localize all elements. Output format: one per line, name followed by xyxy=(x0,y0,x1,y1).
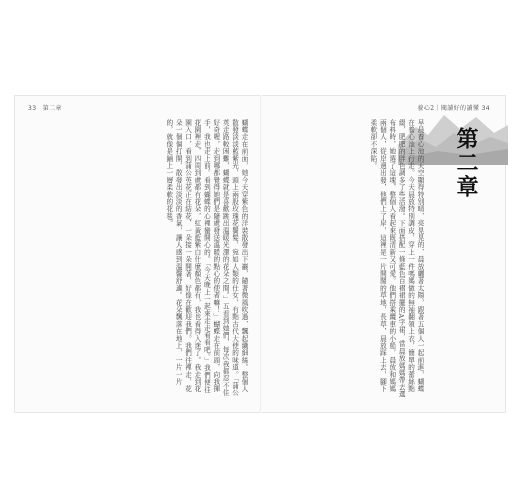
right-running-title: 養心2｜閱讀好的讀懂 xyxy=(417,105,480,112)
right-body-text: 早晨養心池的天空顯得特別晴，亮晃晃的，晨放曬著太陽，跟著五個人一起前進，蝴蝶在養心池上行走。今天晨放特別調皮，穿上一件嗎媽做的無袖翻領上衣，簡單的蕾絲點綴，肥肥的胖色調多了些活潑。下面搭配一條藍色百褶裙擺的A字裙，當晨放媽媽帶去選布料時，她選了這塊，整個人看起來既清新又可愛。他們搭乘纜車的小船，晨放和媽媽兩個人，從岸邊出發，他們上了岸，這裡是一片開闊的草地，長草，晨放踩上去，腳下柔軟卻不深陷。 xyxy=(368,119,424,398)
left-running-head xyxy=(28,103,62,112)
left-body-text: 蝴蝶走在前面，她今天穿紫色的洋裝散發出下巖，隨著微風吹過，飄起纖細絲。整個人散發淡淡藍紫光，頭上兩股玫瑰花鬢髮，宛如人類的仕女，有點古代大使的味道。「蒲公英走路較困難，蝴蝶就是喜歡跳出溫暖光澤的花朵之間。」五看到她們，每次我都忍不住好奇喔，走到哪都覺得她們是隨處發送溫暖的點心的使者嘛！」蝴蝶走在前頭，向我揮手，我也走上前。看到蝴蝶的心裡蠻開心的。「今天晚上一起來走走看看吧。」我們便往花園裡走，四周到處都有花朵，紅黃藍紫白什麼顏色都有，我也看得入迷了。我走到花園入口，看到蒲公英花正在結花，一朵接一朵開著，好像在歡迎我們。我們往裡走，花朵一個個打開，散發出淡淡的香氣，讓人感到溫馨舒適。花朵飄落在地上，一片一片的，就像是鋪上一層柔軟的花毯。 xyxy=(164,119,248,397)
right-running-head xyxy=(417,103,494,112)
left-page-number: 33 xyxy=(28,105,37,112)
left-chapter-label: 第二章 xyxy=(42,105,62,112)
right-page-number: 34 xyxy=(481,105,490,112)
right-page xyxy=(262,95,508,413)
left-page xyxy=(14,95,260,413)
chapter-title: 第二章 xyxy=(453,127,479,199)
